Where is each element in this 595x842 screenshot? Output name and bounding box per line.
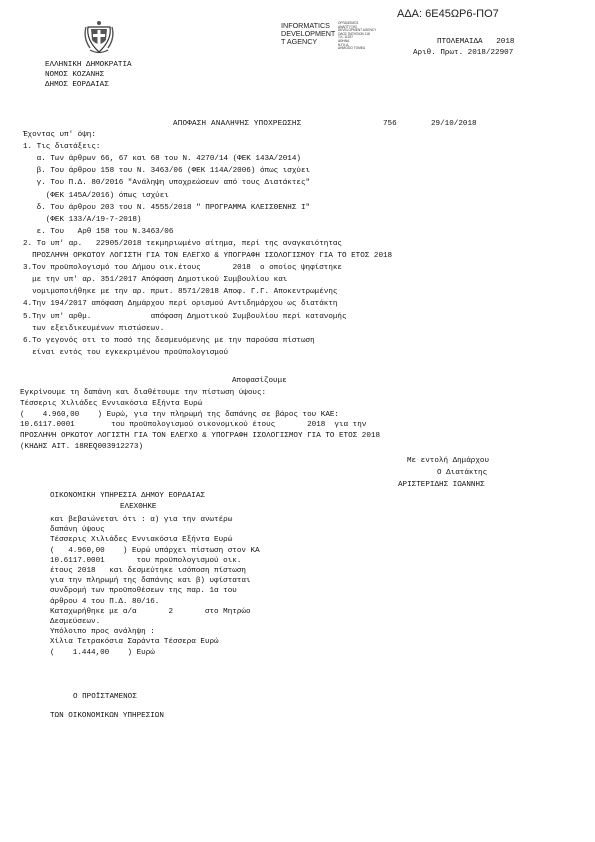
finance-line: για την πληρωμή της δαπάνης και β) υφίσταται <box>50 577 251 586</box>
consideration-line: α. Των άρθρων 66, 67 και 68 του Ν. 4270/14 (ΦΕΚ 143Α/2014) <box>23 155 301 164</box>
header-prefecture: ΝΟΜΟΣ ΚΟΖΑΝΗΣ <box>45 71 105 79</box>
consideration-line: ε. Του Αρθ 158 του Ν.3463/06 <box>23 227 174 236</box>
consideration-line: 2. Το υπ' αρ. 22905/2018 τεκμηριωμένο αίτημα, περί της αναγκαιότητας <box>23 239 342 248</box>
header-protocol: Αριθ. Πρωτ. 2018/22907 <box>413 49 514 57</box>
consideration-line: 4.Την 194/2017 απόφαση Δημάρχου περί ορισμού Αντιδημάρχου ως διατάκτη <box>23 300 338 309</box>
finance-line: και βεβαιώνεται ότι : α) για την ανωτέρω <box>50 516 233 524</box>
finance-sign-title: Ο ΠΡΟΪΣΤΑΜΕΝΟΣ <box>73 693 137 701</box>
decide-heading: Αποφασίζουμε <box>232 377 287 385</box>
consideration-line: των εξειδικευμένων πιστώσεων. <box>23 324 165 333</box>
consideration-line: 6.Το γεγονός οτι το ποσό της δεσμευόμενης με την παρούσα πίστωση <box>23 336 315 345</box>
consideration-line: 5.Την υπ' αρθμ. απόφαση Δημοτικού Συμβουλίου περί κατανομής <box>23 312 347 321</box>
finance-line: 10.6117.0001 του προϋπολογισμού οικ. <box>50 556 242 565</box>
header-municipality: ΔΗΜΟΣ ΕΟΡΔΑΙΑΣ <box>45 81 109 89</box>
document-title: ΑΠΟΦΑΣΗ ΑΝΑΛΗΨΗΣ ΥΠΟΧΡΕΩΣΗΣ <box>173 120 302 128</box>
decision-date: 29/10/2018 <box>431 120 477 128</box>
consideration-line: ΠΡΟΣΛΗΨΗ ΟΡΚΩΤΟΥ ΛΟΓΙΣΤΗ ΓΙΑ ΤΟΝ ΕΛΕΓΧΟ & ΥΠΟΓΡΑΦΗ ΙΣΟΛΟΓΙΣΜΟΥ ΓΙΑ ΤΟ ΕΤΟΣ 2018 <box>23 252 393 260</box>
decision-line: Εγκρίνουμε τη δαπάνη και διαθέτουμε την πίστωση ύψους: <box>20 389 267 397</box>
logo-text: INFORMATICS DEVELOPMENT T AGENCY <box>281 21 336 46</box>
finance-line: Καταχωρήθηκε με α/α 2 στο Μητρώο <box>50 607 251 616</box>
finance-checked: ΕΛΕΧΘΗΚΕ <box>120 503 157 511</box>
consideration-line: νομιμοποιήθηκε με την αρ. πρωτ. 8571/2018 Αποφ. Γ.Γ. Αποκεντρωμένης <box>23 288 338 297</box>
logo-greek-text: ΟΡΓΑΝΙΣΜΟΣ ΑΝΑΠΤΥΞΗΣ DEVELOPMENT AGENCY ΟΔΟΣ ΠΑΤΗΣΙΩΝ 118 Τ.Κ. 11257 ΑΘΗΝΑ Ν.Π.Ι.Δ. ΔΗΜΟΣΙΟ ΤΟΜΕΑ <box>338 21 377 51</box>
finance-heading: ΟΙΚΟΝΟΜΙΚΗ ΥΠΗΡΕΣΙΑ ΔΗΜΟΥ ΕΟΡΔΑΙΑΣ <box>50 492 205 500</box>
finance-line: άρθρου 4 του Π.Δ. 80/16. <box>50 597 160 606</box>
signature-order: Με εντολή Δημάρχου <box>407 457 490 465</box>
finance-line: έτους 2018 και δεσμεύτηκε ισόποση πίστωση <box>50 567 246 575</box>
signature-name: ΑΡΙΣΤΕΡΙΔΗΣ ΙΩΑΝΝΗΣ <box>398 481 485 489</box>
decision-line: (ΚΗΔΗΣ ΑΙΤ. 18REQ003912273) <box>20 443 144 451</box>
consideration-line: 3.Τον προϋπολογισμό του Δήμου οικ.έτους 2018 ο οποίος ψηφίστηκε <box>23 264 342 273</box>
finance-line: δαπάνη ύψους <box>50 526 105 535</box>
finance-line: ( 4.960,00 ) Ευρώ υπάρχει πίστωση στον ΚΑ <box>50 546 260 555</box>
decision-line: Τέσσερις Χιλιάδες Εννιακόσια Εξήντα Ευρώ <box>20 399 203 408</box>
greek-emblem-icon <box>82 18 116 56</box>
decision-line: ( 4.960,00 ) Ευρώ, για την πληρωμή της δαπάνης σε βάρος του ΚΑΕ: <box>20 410 339 419</box>
header-place-year: ΠΤΟΛΕΜΑΙΔΑ 2018 <box>437 38 515 46</box>
consideration-line: δ. Του άρθρου 203 του Ν. 4555/2018 " ΠΡΟΓΡΑΜΜΑ ΚΛΕΙΣΘΕΝΗΣ Ι" <box>23 203 311 212</box>
decision-line: ΠΡΟΣΛΗΨΗ ΟΡΚΩΤΟΥ ΛΟΓΙΣΤΗ ΓΙΑ ΤΟΝ ΕΛΕΓΧΟ & ΥΠΟΓΡΑΦΗ ΙΣΟΛΟΓΙΣΜΟΥ ΓΙΑ ΤΟ ΕΤΟΣ 2018 <box>20 432 381 441</box>
consideration-line: είναι εντός του εγκεκριμένου προϋπολογισμού <box>23 348 229 357</box>
consideration-line: Έχοντας υπ' όψη: <box>23 131 96 139</box>
finance-line: Τέσσερις Χιλιάδες Εννιακόσια Εξήντα Ευρώ <box>50 536 233 545</box>
finance-line: Υπόλοιπο προς ανάληψη : <box>50 628 155 637</box>
finance-line: Δεσμεύσεων. <box>50 618 101 626</box>
finance-line: συνδρομή των προϋποθέσεων της παρ. 1α του <box>50 587 237 596</box>
finance-line: Χίλια Τετρακόσια Σαράντα Τέσσερα Ευρώ <box>50 638 219 647</box>
decision-line: 10.6117.0001 του προϋπολογισμού οικονομικού έτους 2018 για την <box>20 421 367 430</box>
header-country: ΕΛΛΗΝΙΚΗ ΔΗΜΟΚΡΑΤΙΑ <box>45 61 132 69</box>
consideration-line: 1. Τις διατάξεις: <box>23 143 101 152</box>
consideration-line: με την υπ' αρ. 351/2017 Απόφαση Δημοτικού Συμβουλίου και <box>23 276 288 285</box>
agency-logo <box>281 22 391 52</box>
consideration-line: β. Του άρθρου 158 του Ν. 3463/06 (ΦΕΚ 114Α/2006) όπως ισχύει <box>23 167 311 176</box>
ada-code: ΑΔΑ: 6Ε45ΩΡ6-ΠΟ7 <box>397 8 499 20</box>
consideration-line: (ΦΕΚ 145Α/2016) όπως ισχύει <box>23 191 169 200</box>
signature-role: Ο Διατάκτης <box>437 469 488 477</box>
decision-number: 756 <box>383 120 397 128</box>
consideration-line: γ. Του Π.Δ. 80/2016 "Ανάληψη υποχρεώσεων από τους Διατάκτες" <box>23 179 311 188</box>
consideration-line: (ΦΕΚ 133/Α/19-7-2018) <box>23 215 142 224</box>
finance-sign-dept: ΤΩΝ ΟΙΚΟΝΟΜΙΚΩΝ ΥΠΗΡΕΣΙΩΝ <box>50 712 164 720</box>
finance-line: ( 1.444,00 ) Ευρώ <box>50 648 155 657</box>
